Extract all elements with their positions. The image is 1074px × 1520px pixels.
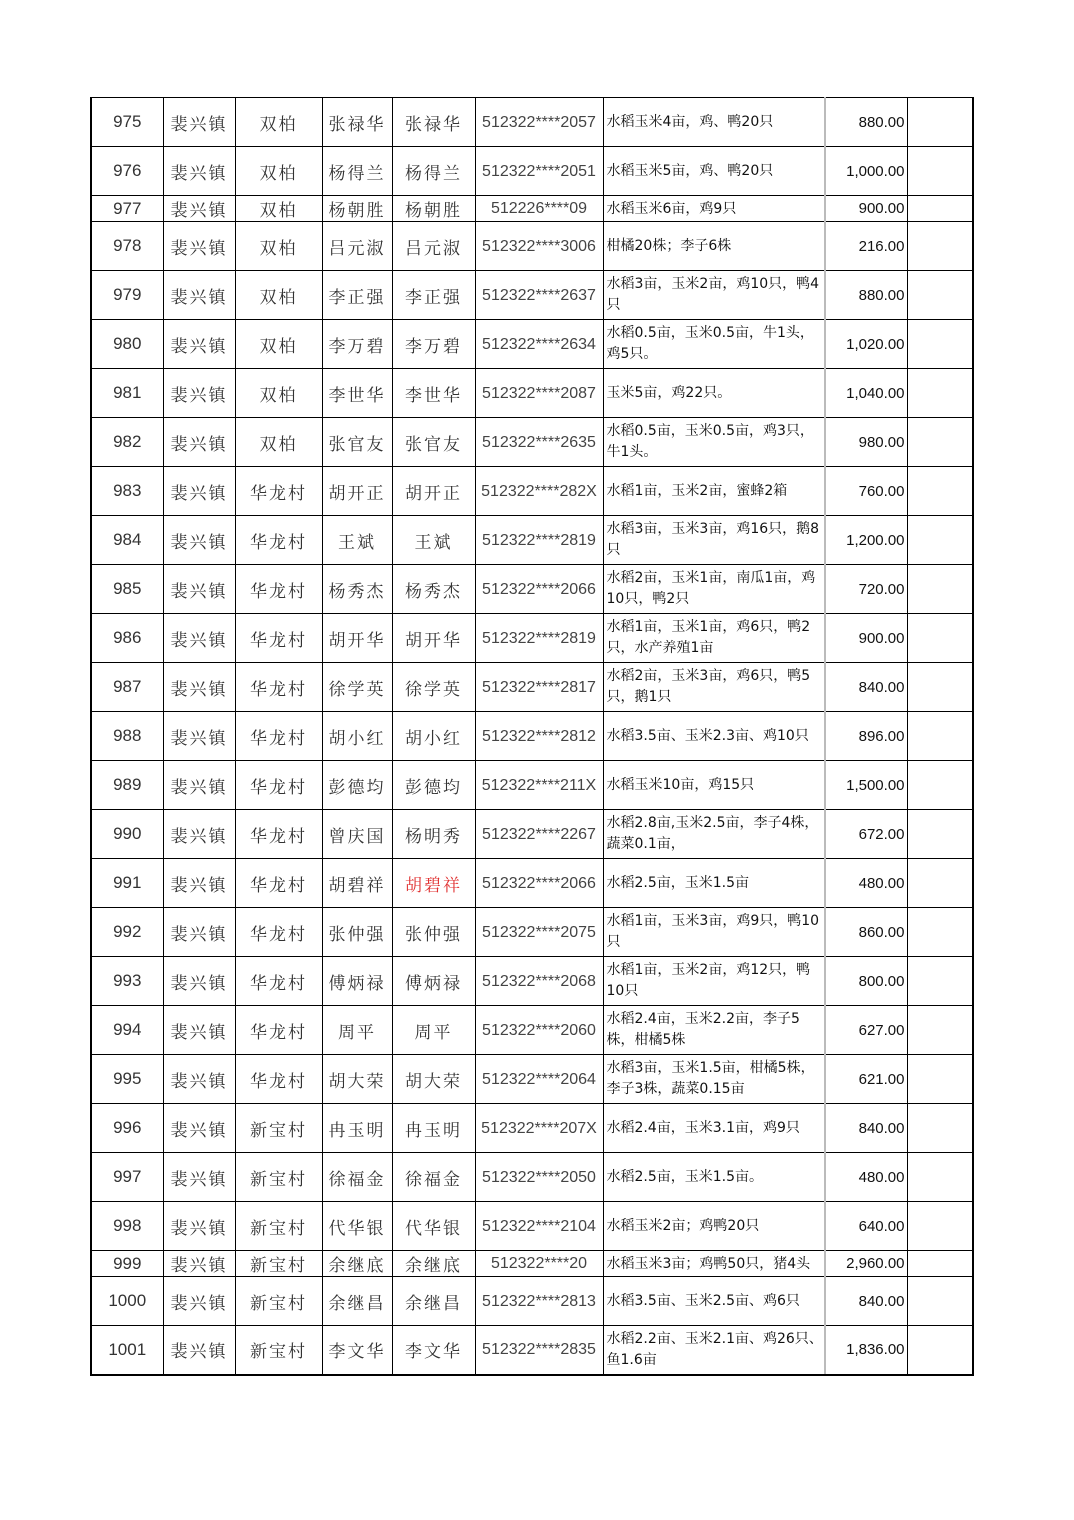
cell-description: 水稻2亩，玉米3亩，鸡6只，鸭5只，鹅1只 (603, 663, 825, 712)
cell-village: 双柏 (235, 98, 322, 147)
cell-remarks (907, 320, 973, 369)
cell-serial-number: 985 (91, 565, 163, 614)
cell-village: 双柏 (235, 418, 322, 467)
cell-serial-number: 988 (91, 712, 163, 761)
cell-description: 水稻1亩，玉米3亩，鸡9只，鸭10只 (603, 908, 825, 957)
subsidy-table (90, 97, 974, 1376)
cell-town: 裴兴镇 (163, 663, 235, 712)
cell-remarks (907, 1153, 973, 1202)
cell-amount: 800.00 (825, 957, 907, 1006)
table-row (91, 147, 973, 196)
cell-amount: 980.00 (825, 418, 907, 467)
cell-id-number: 512322****211X (475, 761, 603, 810)
cell-remarks (907, 1006, 973, 1055)
cell-remarks (907, 1251, 973, 1277)
cell-payee-name: 张禄华 (392, 98, 475, 147)
cell-amount: 880.00 (825, 98, 907, 147)
cell-remarks (907, 663, 973, 712)
cell-id-number: 512322****2066 (475, 565, 603, 614)
cell-remarks (907, 1104, 973, 1153)
cell-id-number: 512322****2087 (475, 369, 603, 418)
cell-village: 华龙村 (235, 761, 322, 810)
cell-household-name: 胡开华 (322, 614, 392, 663)
cell-remarks (907, 1055, 973, 1104)
cell-amount: 900.00 (825, 196, 907, 222)
cell-village: 华龙村 (235, 565, 322, 614)
table-row (91, 761, 973, 810)
cell-description: 水稻玉米4亩，鸡、鸭20只 (603, 98, 825, 147)
cell-remarks (907, 761, 973, 810)
table-row (91, 222, 973, 271)
cell-household-name: 杨得兰 (322, 147, 392, 196)
cell-id-number: 512322****2819 (475, 614, 603, 663)
table-row (91, 957, 973, 1006)
cell-id-number: 512322****2066 (475, 859, 603, 908)
cell-serial-number: 994 (91, 1006, 163, 1055)
cell-id-number: 512322****2064 (475, 1055, 603, 1104)
table-row (91, 1006, 973, 1055)
cell-amount: 840.00 (825, 1277, 907, 1326)
table-row (91, 1153, 973, 1202)
cell-town: 裴兴镇 (163, 320, 235, 369)
cell-town: 裴兴镇 (163, 98, 235, 147)
cell-town: 裴兴镇 (163, 1055, 235, 1104)
cell-household-name: 徐福金 (322, 1153, 392, 1202)
cell-serial-number: 993 (91, 957, 163, 1006)
cell-id-number: 512322****2057 (475, 98, 603, 147)
cell-payee-name: 徐福金 (392, 1153, 475, 1202)
table-row (91, 1326, 973, 1375)
cell-remarks (907, 196, 973, 222)
cell-serial-number: 991 (91, 859, 163, 908)
cell-town: 裴兴镇 (163, 467, 235, 516)
cell-description: 玉米5亩，鸡22只。 (603, 369, 825, 418)
cell-amount: 880.00 (825, 271, 907, 320)
cell-household-name: 曾庆国 (322, 810, 392, 859)
cell-household-name: 李正强 (322, 271, 392, 320)
cell-remarks (907, 859, 973, 908)
cell-village: 双柏 (235, 147, 322, 196)
cell-household-name: 张禄华 (322, 98, 392, 147)
cell-remarks (907, 908, 973, 957)
cell-amount: 216.00 (825, 222, 907, 271)
cell-id-number: 512322****2634 (475, 320, 603, 369)
cell-household-name: 胡小红 (322, 712, 392, 761)
cell-village: 华龙村 (235, 908, 322, 957)
cell-serial-number: 995 (91, 1055, 163, 1104)
cell-town: 裴兴镇 (163, 196, 235, 222)
cell-id-number: 512322****2812 (475, 712, 603, 761)
cell-description: 水稻2.5亩，玉米1.5亩 (603, 859, 825, 908)
cell-town: 裴兴镇 (163, 908, 235, 957)
cell-serial-number: 979 (91, 271, 163, 320)
cell-remarks (907, 1202, 973, 1251)
cell-description: 柑橘20株；李子6株 (603, 222, 825, 271)
cell-remarks (907, 614, 973, 663)
table-row (91, 1251, 973, 1277)
cell-village: 双柏 (235, 222, 322, 271)
cell-town: 裴兴镇 (163, 810, 235, 859)
table-row (91, 1202, 973, 1251)
cell-amount: 1,500.00 (825, 761, 907, 810)
cell-remarks (907, 222, 973, 271)
cell-description: 水稻3.5亩、玉米2.5亩、鸡6只 (603, 1277, 825, 1326)
cell-town: 裴兴镇 (163, 516, 235, 565)
table-row (91, 516, 973, 565)
cell-id-number: 512322****282X (475, 467, 603, 516)
cell-amount: 1,020.00 (825, 320, 907, 369)
cell-village: 新宝村 (235, 1202, 322, 1251)
table-row (91, 614, 973, 663)
cell-town: 裴兴镇 (163, 1202, 235, 1251)
cell-amount: 480.00 (825, 1153, 907, 1202)
cell-payee-name: 王斌 (392, 516, 475, 565)
cell-remarks (907, 271, 973, 320)
cell-id-number: 512226****09 (475, 196, 603, 222)
cell-amount: 840.00 (825, 663, 907, 712)
cell-village: 华龙村 (235, 712, 322, 761)
cell-remarks (907, 1326, 973, 1375)
cell-village: 华龙村 (235, 467, 322, 516)
cell-household-name: 冉玉明 (322, 1104, 392, 1153)
cell-remarks (907, 810, 973, 859)
cell-id-number: 512322****2813 (475, 1277, 603, 1326)
cell-serial-number: 981 (91, 369, 163, 418)
cell-town: 裴兴镇 (163, 222, 235, 271)
cell-town: 裴兴镇 (163, 957, 235, 1006)
cell-town: 裴兴镇 (163, 614, 235, 663)
cell-payee-name: 张仲强 (392, 908, 475, 957)
cell-household-name: 吕元淑 (322, 222, 392, 271)
cell-amount: 896.00 (825, 712, 907, 761)
cell-id-number: 512322****3006 (475, 222, 603, 271)
cell-serial-number: 982 (91, 418, 163, 467)
cell-description: 水稻2亩，玉米1亩，南瓜1亩，鸡10只，鸭2只 (603, 565, 825, 614)
cell-id-number: 512322****2819 (475, 516, 603, 565)
cell-town: 裴兴镇 (163, 1326, 235, 1375)
cell-payee-name: 胡小红 (392, 712, 475, 761)
cell-description: 水稻1亩，玉米1亩，鸡6只，鸭2只，水产养殖1亩 (603, 614, 825, 663)
cell-description: 水稻1亩，玉米2亩，蜜蜂2箱 (603, 467, 825, 516)
cell-id-number: 512322****2835 (475, 1326, 603, 1375)
cell-payee-name: 胡开华 (392, 614, 475, 663)
cell-payee-name: 吕元淑 (392, 222, 475, 271)
cell-serial-number: 997 (91, 1153, 163, 1202)
cell-description: 水稻玉米2亩；鸡鸭20只 (603, 1202, 825, 1251)
table-row (91, 712, 973, 761)
cell-id-number: 512322****2817 (475, 663, 603, 712)
cell-household-name: 余继昌 (322, 1277, 392, 1326)
table-row (91, 908, 973, 957)
cell-remarks (907, 147, 973, 196)
cell-village: 华龙村 (235, 516, 322, 565)
table-row (91, 418, 973, 467)
cell-amount: 621.00 (825, 1055, 907, 1104)
cell-description: 水稻3亩，玉米2亩，鸡10只，鸭4只 (603, 271, 825, 320)
cell-village: 华龙村 (235, 957, 322, 1006)
cell-household-name: 余继底 (322, 1251, 392, 1277)
cell-household-name: 代华银 (322, 1202, 392, 1251)
cell-amount: 480.00 (825, 859, 907, 908)
cell-description: 水稻0.5亩，玉米0.5亩，鸡3只，牛1头。 (603, 418, 825, 467)
table-row (91, 1277, 973, 1326)
cell-household-name: 张仲强 (322, 908, 392, 957)
cell-amount: 1,000.00 (825, 147, 907, 196)
table-body (91, 98, 973, 1375)
cell-serial-number: 1000 (91, 1277, 163, 1326)
cell-payee-name: 傅炳禄 (392, 957, 475, 1006)
cell-description: 水稻2.5亩，玉米1.5亩。 (603, 1153, 825, 1202)
cell-payee-name: 李文华 (392, 1326, 475, 1375)
table-row (91, 271, 973, 320)
cell-amount: 640.00 (825, 1202, 907, 1251)
table-row (91, 98, 973, 147)
cell-description: 水稻玉米10亩，鸡15只 (603, 761, 825, 810)
cell-serial-number: 976 (91, 147, 163, 196)
cell-village: 新宝村 (235, 1104, 322, 1153)
cell-village: 华龙村 (235, 614, 322, 663)
cell-village: 新宝村 (235, 1251, 322, 1277)
cell-town: 裴兴镇 (163, 418, 235, 467)
table-row (91, 859, 973, 908)
cell-village: 双柏 (235, 196, 322, 222)
cell-remarks (907, 467, 973, 516)
cell-serial-number: 983 (91, 467, 163, 516)
cell-payee-name: 胡碧祥 (392, 859, 475, 908)
cell-remarks (907, 516, 973, 565)
cell-id-number: 512322****2267 (475, 810, 603, 859)
cell-description: 水稻2.8亩,玉米2.5亩，李子4株，蔬菜0.1亩， (603, 810, 825, 859)
cell-village: 新宝村 (235, 1153, 322, 1202)
cell-description: 水稻3.5亩、玉米2.3亩、鸡10只 (603, 712, 825, 761)
cell-village: 华龙村 (235, 1055, 322, 1104)
subsidy-table-sheet (90, 97, 974, 1376)
cell-village: 双柏 (235, 369, 322, 418)
table-row (91, 663, 973, 712)
cell-description: 水稻3亩，玉米3亩，鸡16只，鹅8只 (603, 516, 825, 565)
cell-town: 裴兴镇 (163, 1006, 235, 1055)
table-row (91, 1055, 973, 1104)
cell-household-name: 杨秀杰 (322, 565, 392, 614)
cell-serial-number: 990 (91, 810, 163, 859)
cell-household-name: 胡大荣 (322, 1055, 392, 1104)
cell-household-name: 李世华 (322, 369, 392, 418)
cell-village: 华龙村 (235, 663, 322, 712)
table-row (91, 810, 973, 859)
cell-amount: 1,836.00 (825, 1326, 907, 1375)
cell-village: 华龙村 (235, 859, 322, 908)
cell-remarks (907, 1277, 973, 1326)
table-row (91, 565, 973, 614)
cell-town: 裴兴镇 (163, 369, 235, 418)
cell-id-number: 512322****2075 (475, 908, 603, 957)
table-row (91, 1104, 973, 1153)
cell-description: 水稻3亩，玉米1.5亩，柑橘5株，李子3株，蔬菜0.15亩 (603, 1055, 825, 1104)
cell-id-number: 512322****2051 (475, 147, 603, 196)
cell-description: 水稻2.4亩，玉米3.1亩，鸡9只 (603, 1104, 825, 1153)
cell-amount: 900.00 (825, 614, 907, 663)
cell-village: 新宝村 (235, 1326, 322, 1375)
cell-id-number: 512322****2068 (475, 957, 603, 1006)
table-row (91, 369, 973, 418)
cell-payee-name: 张官友 (392, 418, 475, 467)
cell-amount: 627.00 (825, 1006, 907, 1055)
cell-description: 水稻1亩，玉米2亩，鸡12只，鸭10只 (603, 957, 825, 1006)
cell-description: 水稻2.4亩，玉米2.2亩，李子5株，柑橘5株 (603, 1006, 825, 1055)
cell-serial-number: 1001 (91, 1326, 163, 1375)
cell-village: 双柏 (235, 271, 322, 320)
cell-payee-name: 冉玉明 (392, 1104, 475, 1153)
cell-description: 水稻玉米5亩，鸡、鸭20只 (603, 147, 825, 196)
cell-village: 双柏 (235, 320, 322, 369)
cell-remarks (907, 712, 973, 761)
cell-payee-name: 周平 (392, 1006, 475, 1055)
cell-payee-name: 彭德均 (392, 761, 475, 810)
cell-household-name: 王斌 (322, 516, 392, 565)
cell-household-name: 胡碧祥 (322, 859, 392, 908)
cell-payee-name: 代华银 (392, 1202, 475, 1251)
cell-payee-name: 胡开正 (392, 467, 475, 516)
cell-serial-number: 975 (91, 98, 163, 147)
cell-serial-number: 999 (91, 1251, 163, 1277)
cell-serial-number: 998 (91, 1202, 163, 1251)
cell-household-name: 杨朝胜 (322, 196, 392, 222)
cell-remarks (907, 369, 973, 418)
cell-description: 水稻0.5亩，玉米0.5亩，牛1头，鸡5只。 (603, 320, 825, 369)
cell-serial-number: 977 (91, 196, 163, 222)
cell-household-name: 傅炳禄 (322, 957, 392, 1006)
cell-household-name: 张官友 (322, 418, 392, 467)
cell-amount: 1,200.00 (825, 516, 907, 565)
cell-household-name: 李文华 (322, 1326, 392, 1375)
cell-serial-number: 992 (91, 908, 163, 957)
cell-amount: 1,040.00 (825, 369, 907, 418)
cell-household-name: 彭德均 (322, 761, 392, 810)
cell-description: 水稻2.2亩、玉米2.1亩、鸡26只、鱼1.6亩 (603, 1326, 825, 1375)
cell-remarks (907, 98, 973, 147)
cell-payee-name: 李万碧 (392, 320, 475, 369)
cell-id-number: 512322****20 (475, 1251, 603, 1277)
cell-town: 裴兴镇 (163, 1277, 235, 1326)
cell-amount: 720.00 (825, 565, 907, 614)
cell-payee-name: 李世华 (392, 369, 475, 418)
cell-description: 水稻玉米6亩，鸡9只 (603, 196, 825, 222)
cell-amount: 672.00 (825, 810, 907, 859)
cell-town: 裴兴镇 (163, 1104, 235, 1153)
cell-description: 水稻玉米3亩；鸡鸭50只，猪4头 (603, 1251, 825, 1277)
cell-serial-number: 987 (91, 663, 163, 712)
table-row (91, 320, 973, 369)
cell-town: 裴兴镇 (163, 1153, 235, 1202)
cell-amount: 760.00 (825, 467, 907, 516)
table-row (91, 467, 973, 516)
cell-household-name: 李万碧 (322, 320, 392, 369)
cell-serial-number: 984 (91, 516, 163, 565)
cell-payee-name: 李正强 (392, 271, 475, 320)
cell-amount: 860.00 (825, 908, 907, 957)
cell-town: 裴兴镇 (163, 712, 235, 761)
cell-id-number: 512322****2635 (475, 418, 603, 467)
cell-household-name: 徐学英 (322, 663, 392, 712)
table-row (91, 196, 973, 222)
cell-payee-name: 杨明秀 (392, 810, 475, 859)
cell-town: 裴兴镇 (163, 565, 235, 614)
cell-household-name: 胡开正 (322, 467, 392, 516)
cell-payee-name: 杨秀杰 (392, 565, 475, 614)
cell-id-number: 512322****2050 (475, 1153, 603, 1202)
cell-town: 裴兴镇 (163, 147, 235, 196)
cell-village: 华龙村 (235, 810, 322, 859)
cell-remarks (907, 565, 973, 614)
cell-town: 裴兴镇 (163, 271, 235, 320)
cell-town: 裴兴镇 (163, 1251, 235, 1277)
cell-serial-number: 989 (91, 761, 163, 810)
cell-payee-name: 徐学英 (392, 663, 475, 712)
cell-remarks (907, 418, 973, 467)
cell-serial-number: 986 (91, 614, 163, 663)
cell-payee-name: 杨朝胜 (392, 196, 475, 222)
cell-id-number: 512322****207X (475, 1104, 603, 1153)
cell-village: 华龙村 (235, 1006, 322, 1055)
cell-amount: 840.00 (825, 1104, 907, 1153)
cell-town: 裴兴镇 (163, 859, 235, 908)
cell-id-number: 512322****2104 (475, 1202, 603, 1251)
cell-serial-number: 978 (91, 222, 163, 271)
cell-payee-name: 杨得兰 (392, 147, 475, 196)
cell-payee-name: 余继昌 (392, 1277, 475, 1326)
cell-id-number: 512322****2637 (475, 271, 603, 320)
cell-id-number: 512322****2060 (475, 1006, 603, 1055)
cell-payee-name: 胡大荣 (392, 1055, 475, 1104)
cell-serial-number: 996 (91, 1104, 163, 1153)
cell-remarks (907, 957, 973, 1006)
cell-payee-name: 余继底 (392, 1251, 475, 1277)
cell-amount: 2,960.00 (825, 1251, 907, 1277)
cell-serial-number: 980 (91, 320, 163, 369)
cell-household-name: 周平 (322, 1006, 392, 1055)
cell-village: 新宝村 (235, 1277, 322, 1326)
cell-town: 裴兴镇 (163, 761, 235, 810)
